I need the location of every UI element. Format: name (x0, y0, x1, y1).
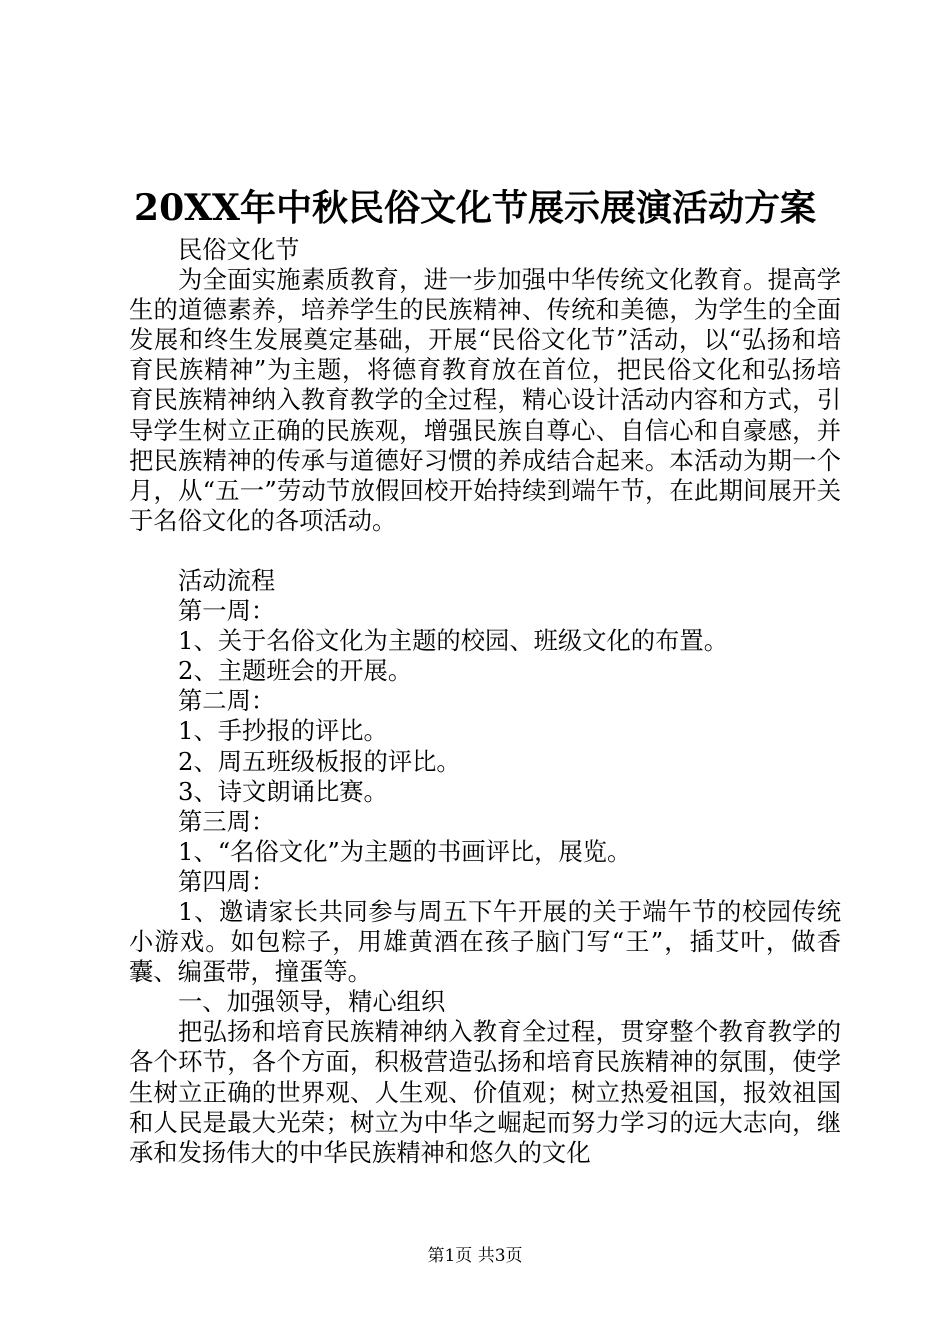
paragraph: 第一周： (178, 596, 276, 626)
paragraph: 2、主题班会的开展。 (178, 656, 413, 686)
paragraph: 第三周： (178, 806, 276, 836)
page-footer: 第1页 共3页 (427, 1246, 523, 1266)
paragraph: 1、关于名俗文化为主题的校园、班级文化的布置。 (178, 626, 728, 656)
paragraph: 民俗文化节 (178, 235, 300, 264)
paragraph: 3、诗文朗诵比赛。 (178, 776, 388, 806)
paragraph: 1、手抄报的评比。 (178, 716, 388, 746)
document-title: 20XX年中秋民俗文化节展示展演活动方案 (134, 187, 816, 229)
document-body (129, 235, 841, 1168)
paragraph: 一、加强领导，精心组织 (178, 987, 446, 1017)
paragraph: 第四周： (178, 866, 276, 896)
paragraph: 为全面实施素质教育，进一步加强中华传统文化教育。提高学生的道德素养，培养学生的民族精神、传统和美德，为学生的全面发展和终生发展奠定基础，开展“民俗文化节”活动，以“弘扬和培育民族精神”为主题，将德育教育放在首位，把民俗文化和弘扬培育民族精神纳入教育教学的全过程，精心设计活动内容和方式，引导学生树立正确的民族观，增强民族自尊心、自信心和自豪感，并把民族精神的传承与道德好习惯的养成结合起来。本活动为期一个月，从“五一”劳动节放假回校开始持续到端午节，在此期间展开关于名俗文化的各项活动。 (129, 265, 841, 535)
paragraph: 2、周五班级板报的评比。 (178, 746, 461, 776)
paragraph: 1、邀请家长共同参与周五下午开展的关于端午节的校园传统小游戏。如包粽子，用雄黄酒在孩子脑门写“王”，插艾叶，做香囊、编蛋带，撞蛋等。 (129, 896, 841, 987)
paragraph: 活动流程 (178, 565, 276, 595)
paragraph: 1、“名俗文化”为主题的书画评比，展览。 (178, 836, 632, 866)
paragraph: 把弘扬和培育民族精神纳入教育全过程，贯穿整个教育教学的各个环节，各个方面，积极营造弘扬和培育民族精神的氛围，使学生树立正确的世界观、人生观、价值观；树立热爱祖国，报效祖国和人民是最大光荣；树立为中华之崛起而努力学习的远大志向，继承和发扬伟大的中华民族精神和悠久的文化 (129, 1017, 841, 1167)
paragraph-spacer (129, 536, 841, 566)
paragraph: 第二周： (178, 686, 276, 716)
